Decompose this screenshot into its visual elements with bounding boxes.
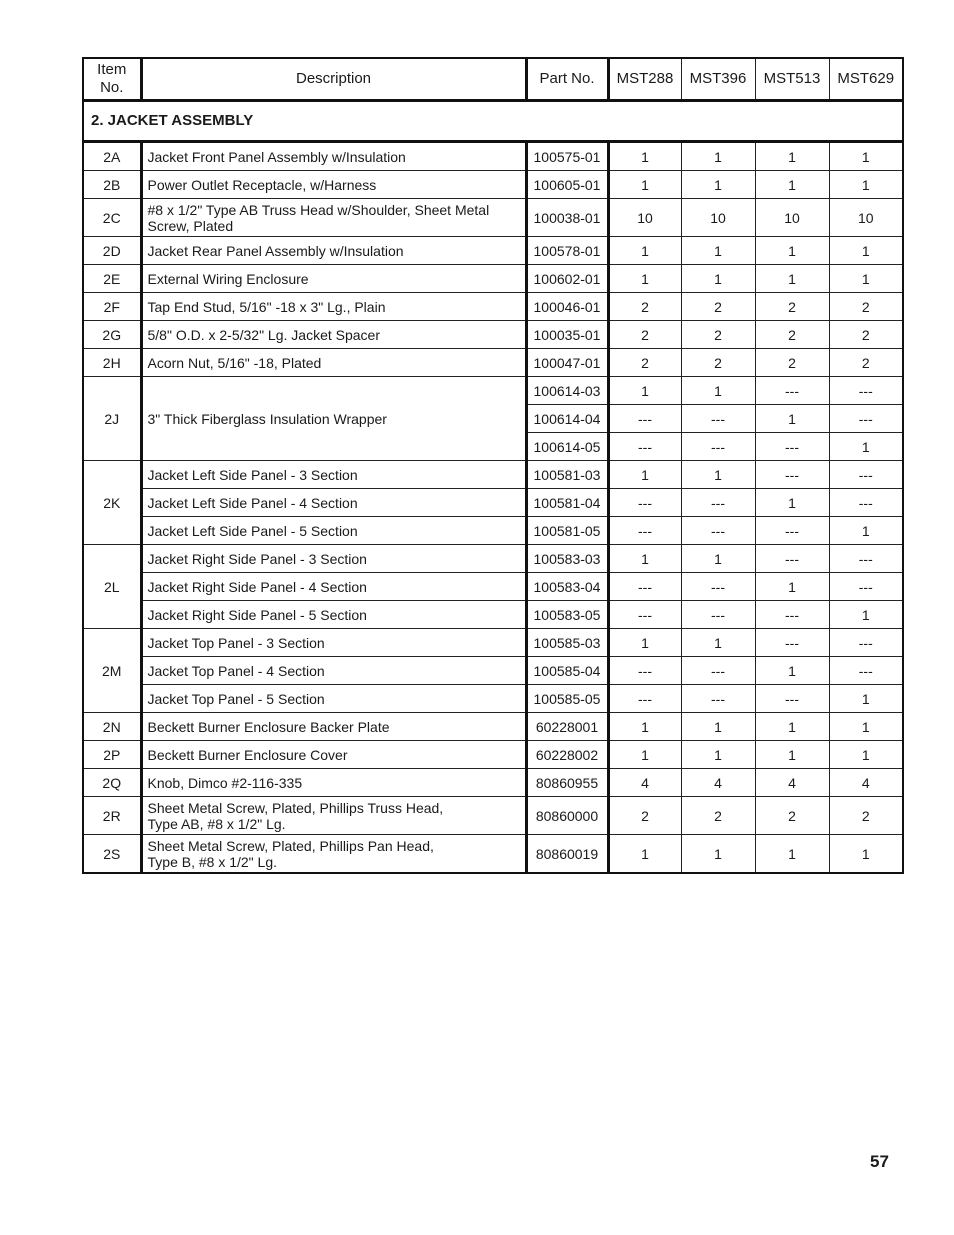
qty-cell: 1 xyxy=(829,142,903,171)
qty-cell: 1 xyxy=(681,713,755,741)
part-description: Jacket Right Side Panel - 4 Section xyxy=(141,573,526,601)
part-description: 5/8" O.D. x 2-5/32" Lg. Jacket Spacer xyxy=(141,321,526,349)
part-description: Power Outlet Receptacle, w/Harness xyxy=(141,171,526,199)
item-number: 2E xyxy=(83,265,141,293)
qty-cell: 1 xyxy=(681,377,755,405)
part-number: 100585-03 xyxy=(526,629,608,657)
qty-cell: 1 xyxy=(681,835,755,874)
part-number: 100578-01 xyxy=(526,237,608,265)
qty-cell: 1 xyxy=(681,741,755,769)
qty-cell: 1 xyxy=(755,741,829,769)
parts-table-body xyxy=(83,58,903,873)
part-number: 100583-05 xyxy=(526,601,608,629)
qty-cell: --- xyxy=(608,685,681,713)
qty-cell: 1 xyxy=(681,142,755,171)
part-description: Sheet Metal Screw, Plated, Phillips Pan Head, Type B, #8 x 1/2" Lg. xyxy=(141,835,526,874)
qty-cell: 1 xyxy=(608,142,681,171)
part-number: 100581-04 xyxy=(526,489,608,517)
qty-cell: --- xyxy=(829,405,903,433)
qty-cell: --- xyxy=(608,517,681,545)
item-number: 2R xyxy=(83,797,141,835)
qty-cell: --- xyxy=(681,657,755,685)
qty-cell: 2 xyxy=(681,293,755,321)
part-number: 60228002 xyxy=(526,741,608,769)
table-row xyxy=(83,573,903,601)
table-row xyxy=(83,657,903,685)
qty-cell: --- xyxy=(829,573,903,601)
qty-cell: 1 xyxy=(608,545,681,573)
part-description: Jacket Right Side Panel - 3 Section xyxy=(141,545,526,573)
qty-cell: 1 xyxy=(681,237,755,265)
table-row xyxy=(83,797,903,835)
part-number: 100583-04 xyxy=(526,573,608,601)
qty-cell: --- xyxy=(755,461,829,489)
qty-cell: --- xyxy=(755,377,829,405)
qty-cell: 10 xyxy=(755,199,829,237)
qty-cell: 2 xyxy=(829,349,903,377)
qty-cell: 1 xyxy=(829,741,903,769)
page-number: 57 xyxy=(870,1152,889,1171)
qty-cell: 1 xyxy=(829,237,903,265)
qty-cell: 1 xyxy=(681,629,755,657)
qty-cell: 1 xyxy=(608,713,681,741)
item-number: 2P xyxy=(83,741,141,769)
qty-cell: --- xyxy=(608,405,681,433)
part-description: Jacket Left Side Panel - 3 Section xyxy=(141,461,526,489)
table-row xyxy=(83,601,903,629)
table-row xyxy=(83,199,903,237)
qty-cell: --- xyxy=(681,685,755,713)
item-number: 2S xyxy=(83,835,141,874)
qty-cell: 2 xyxy=(608,321,681,349)
qty-cell: 1 xyxy=(681,265,755,293)
qty-cell: --- xyxy=(755,545,829,573)
table-row xyxy=(83,142,903,171)
item-number: 2Q xyxy=(83,769,141,797)
qty-cell: 2 xyxy=(829,321,903,349)
table-row xyxy=(83,769,903,797)
part-description: Tap End Stud, 5/16" -18 x 3" Lg., Plain xyxy=(141,293,526,321)
table-row xyxy=(83,685,903,713)
qty-cell: --- xyxy=(829,489,903,517)
qty-cell: --- xyxy=(608,433,681,461)
qty-cell: --- xyxy=(755,433,829,461)
qty-cell: 1 xyxy=(755,405,829,433)
part-description: Beckett Burner Enclosure Backer Plate xyxy=(141,713,526,741)
qty-cell: --- xyxy=(681,573,755,601)
qty-cell: 1 xyxy=(755,573,829,601)
qty-cell: --- xyxy=(829,629,903,657)
qty-cell: --- xyxy=(829,377,903,405)
item-number: 2L xyxy=(83,545,141,629)
table-row xyxy=(83,349,903,377)
qty-cell: 1 xyxy=(829,835,903,874)
qty-cell: 2 xyxy=(608,349,681,377)
item-number: 2A xyxy=(83,142,141,171)
table-row xyxy=(83,629,903,657)
qty-cell: 4 xyxy=(755,769,829,797)
qty-cell: 1 xyxy=(608,835,681,874)
qty-cell: 1 xyxy=(829,601,903,629)
qty-cell: 2 xyxy=(829,293,903,321)
qty-cell: --- xyxy=(681,601,755,629)
qty-cell: 1 xyxy=(829,713,903,741)
part-number: 100575-01 xyxy=(526,142,608,171)
qty-cell: --- xyxy=(755,601,829,629)
qty-cell: 4 xyxy=(608,769,681,797)
qty-cell: 4 xyxy=(681,769,755,797)
part-description: 3" Thick Fiberglass Insulation Wrapper xyxy=(141,377,526,461)
qty-cell: 1 xyxy=(829,433,903,461)
part-description: Jacket Top Panel - 5 Section xyxy=(141,685,526,713)
table-row xyxy=(83,545,903,573)
part-number: 80860955 xyxy=(526,769,608,797)
section-title: 2. JACKET ASSEMBLY xyxy=(83,101,903,142)
qty-cell: 1 xyxy=(681,461,755,489)
qty-cell: --- xyxy=(755,629,829,657)
part-description: Jacket Top Panel - 4 Section xyxy=(141,657,526,685)
part-description: #8 x 1/2" Type AB Truss Head w/Shoulder, Sheet Metal Screw, Plated xyxy=(141,199,526,237)
item-number: 2K xyxy=(83,461,141,545)
qty-cell: 2 xyxy=(608,293,681,321)
part-description: External Wiring Enclosure xyxy=(141,265,526,293)
header-part-no: Part No. xyxy=(526,58,608,101)
table-row xyxy=(83,461,903,489)
table-row xyxy=(83,377,903,405)
qty-cell: --- xyxy=(681,433,755,461)
qty-cell: 1 xyxy=(608,461,681,489)
part-number: 100614-04 xyxy=(526,405,608,433)
part-number: 100614-05 xyxy=(526,433,608,461)
part-description: Jacket Rear Panel Assembly w/Insulation xyxy=(141,237,526,265)
qty-cell: 1 xyxy=(608,377,681,405)
header-model-mst629: MST629 xyxy=(829,58,903,101)
header-model-mst288: MST288 xyxy=(608,58,681,101)
qty-cell: 1 xyxy=(608,629,681,657)
qty-cell: 1 xyxy=(755,657,829,685)
part-description: Jacket Right Side Panel - 5 Section xyxy=(141,601,526,629)
item-number: 2M xyxy=(83,629,141,713)
part-number: 100583-03 xyxy=(526,545,608,573)
item-number: 2D xyxy=(83,237,141,265)
part-number: 100581-05 xyxy=(526,517,608,545)
part-number: 60228001 xyxy=(526,713,608,741)
qty-cell: --- xyxy=(681,405,755,433)
qty-cell: 1 xyxy=(755,237,829,265)
qty-cell: 1 xyxy=(608,237,681,265)
parts-table xyxy=(82,57,904,874)
qty-cell: 4 xyxy=(829,769,903,797)
part-number: 100038-01 xyxy=(526,199,608,237)
qty-cell: 1 xyxy=(755,713,829,741)
table-row xyxy=(83,237,903,265)
part-description: Sheet Metal Screw, Plated, Phillips Truss Head, Type AB, #8 x 1/2" Lg. xyxy=(141,797,526,835)
qty-cell: 1 xyxy=(829,517,903,545)
part-description: Beckett Burner Enclosure Cover xyxy=(141,741,526,769)
part-number: 100581-03 xyxy=(526,461,608,489)
part-number: 80860000 xyxy=(526,797,608,835)
part-description: Jacket Left Side Panel - 4 Section xyxy=(141,489,526,517)
qty-cell: 1 xyxy=(755,142,829,171)
part-number: 100046-01 xyxy=(526,293,608,321)
table-row xyxy=(83,517,903,545)
qty-cell: 1 xyxy=(829,685,903,713)
qty-cell: --- xyxy=(755,517,829,545)
qty-cell: --- xyxy=(608,489,681,517)
table-row xyxy=(83,741,903,769)
qty-cell: --- xyxy=(681,517,755,545)
item-number: 2G xyxy=(83,321,141,349)
qty-cell: 10 xyxy=(608,199,681,237)
section-row xyxy=(83,101,903,142)
part-number: 100585-05 xyxy=(526,685,608,713)
item-number: 2J xyxy=(83,377,141,461)
qty-cell: --- xyxy=(608,573,681,601)
part-number: 100585-04 xyxy=(526,657,608,685)
qty-cell: 2 xyxy=(755,321,829,349)
qty-cell: 2 xyxy=(681,349,755,377)
qty-cell: 1 xyxy=(608,265,681,293)
qty-cell: 1 xyxy=(608,741,681,769)
qty-cell: --- xyxy=(829,545,903,573)
qty-cell: 2 xyxy=(755,293,829,321)
header-model-mst513: MST513 xyxy=(755,58,829,101)
table-row xyxy=(83,171,903,199)
item-number: 2B xyxy=(83,171,141,199)
part-number: 80860019 xyxy=(526,835,608,874)
table-row xyxy=(83,293,903,321)
qty-cell: --- xyxy=(755,685,829,713)
qty-cell: 2 xyxy=(755,349,829,377)
qty-cell: 1 xyxy=(829,171,903,199)
qty-cell: 1 xyxy=(681,545,755,573)
part-number: 100035-01 xyxy=(526,321,608,349)
item-number: 2N xyxy=(83,713,141,741)
table-row xyxy=(83,265,903,293)
item-number: 2C xyxy=(83,199,141,237)
header-item-no: Item No. xyxy=(83,58,141,101)
part-number: 100605-01 xyxy=(526,171,608,199)
qty-cell: --- xyxy=(608,601,681,629)
qty-cell: 2 xyxy=(755,797,829,835)
header-description: Description xyxy=(141,58,526,101)
qty-cell: 1 xyxy=(681,171,755,199)
part-description: Jacket Front Panel Assembly w/Insulation xyxy=(141,142,526,171)
part-number: 100614-03 xyxy=(526,377,608,405)
qty-cell: 1 xyxy=(755,835,829,874)
qty-cell: 1 xyxy=(755,265,829,293)
qty-cell: 1 xyxy=(608,171,681,199)
qty-cell: 1 xyxy=(755,171,829,199)
qty-cell: 10 xyxy=(681,199,755,237)
table-row xyxy=(83,321,903,349)
table-row xyxy=(83,713,903,741)
part-number: 100047-01 xyxy=(526,349,608,377)
qty-cell: 2 xyxy=(681,321,755,349)
qty-cell: --- xyxy=(608,657,681,685)
part-description: Knob, Dimco #2-116-335 xyxy=(141,769,526,797)
qty-cell: 2 xyxy=(829,797,903,835)
item-number: 2H xyxy=(83,349,141,377)
part-description: Jacket Top Panel - 3 Section xyxy=(141,629,526,657)
part-description: Acorn Nut, 5/16" -18, Plated xyxy=(141,349,526,377)
qty-cell: 10 xyxy=(829,199,903,237)
qty-cell: --- xyxy=(829,657,903,685)
qty-cell: 1 xyxy=(755,489,829,517)
item-number: 2F xyxy=(83,293,141,321)
qty-cell: 1 xyxy=(829,265,903,293)
header-row xyxy=(83,58,903,101)
qty-cell: 2 xyxy=(681,797,755,835)
table-row xyxy=(83,489,903,517)
header-model-mst396: MST396 xyxy=(681,58,755,101)
part-number: 100602-01 xyxy=(526,265,608,293)
table-row xyxy=(83,835,903,874)
qty-cell: 2 xyxy=(608,797,681,835)
part-description: Jacket Left Side Panel - 5 Section xyxy=(141,517,526,545)
qty-cell: --- xyxy=(829,461,903,489)
qty-cell: --- xyxy=(681,489,755,517)
